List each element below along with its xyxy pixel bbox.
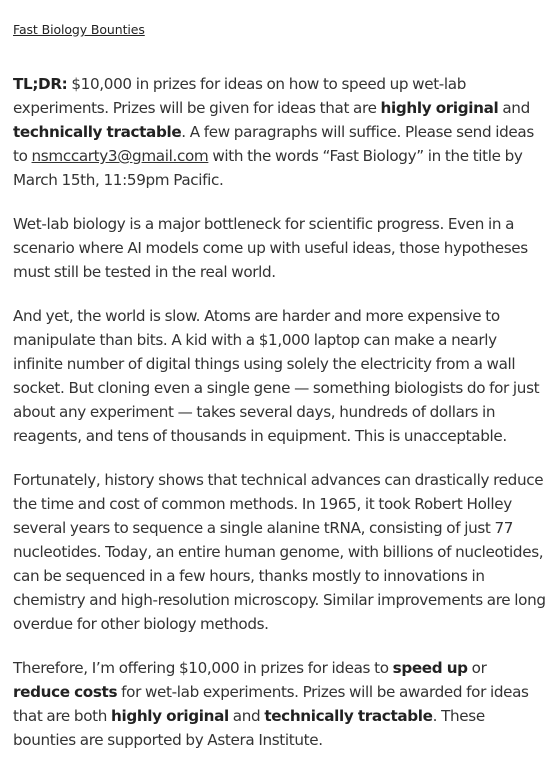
tldr-paragraph <box>13 72 546 192</box>
bottleneck-paragraph: Wet-lab biology is a major bottleneck for scientific progress. Even in a scenario where AI models come up with useful ideas, those hypotheses must still be tested in the real world. <box>13 215 528 281</box>
emphasis-reduce-costs: reduce costs <box>13 683 118 701</box>
emphasis-speed-up: speed up <box>392 659 468 677</box>
offer-paragraph <box>13 656 546 752</box>
text-span: . A few paragraphs will suffice. Please send ideas to <box>13 123 534 165</box>
text-span: and <box>498 99 530 117</box>
tldr-label: TL;DR: <box>13 75 68 93</box>
slow-world-paragraph: And yet, the world is slow. Atoms are harder and more expensive to manipulate than bits. A kid with a $1,000 laptop can make a nearly infinite number of digital things using solely the electricity from a wall socket. But cloning even a single gene — something biologists do for just about any experiment — takes several days, hundreds of dollars in reagents, and tens of thousands in equipment. This is unacceptable. <box>13 307 540 445</box>
text-span: $10,000 in prizes for ideas on how to speed up wet-lab experiments. Prizes will be given for ideas that are <box>13 75 467 117</box>
text-span: or <box>467 659 487 677</box>
text-span: and <box>228 707 265 725</box>
text-span: with the words “Fast Biology” in the title by March 15th, 11:59pm Pacific. <box>13 147 523 189</box>
history-paragraph: Fortunately, history shows that technical advances can drastically reduce the time and cost of common methods. In 1965, it took Robert Holley several years to sequence a single alanine tRNA, consisting of just 77 nucleotides. Today, an entire human genome, with billions of nucleotides, can be sequenced in a few hours, thanks mostly to innovations in chemistry and high-resolution microscopy. Similar improvements are long overdue for other biology methods. <box>13 471 546 633</box>
text-span: for wet-lab experiments. Prizes will be awarded for ideas that are both <box>13 683 529 725</box>
emphasis-highly-original: highly original <box>111 707 229 725</box>
emphasis-technically-tractable: technically tractable <box>13 123 182 141</box>
text-span: . These bounties are supported by Astera Institute. <box>13 707 485 749</box>
text-span: Therefore, I’m offering $10,000 in prizes for ideas to <box>13 659 393 677</box>
emphasis-highly-original: highly original <box>380 99 499 117</box>
emphasis-technically-tractable: technically tractable <box>264 707 433 725</box>
title-link[interactable]: Fast Biology Bounties <box>13 22 145 37</box>
email-link[interactable]: nsmccarty3@gmail.com <box>31 147 209 165</box>
